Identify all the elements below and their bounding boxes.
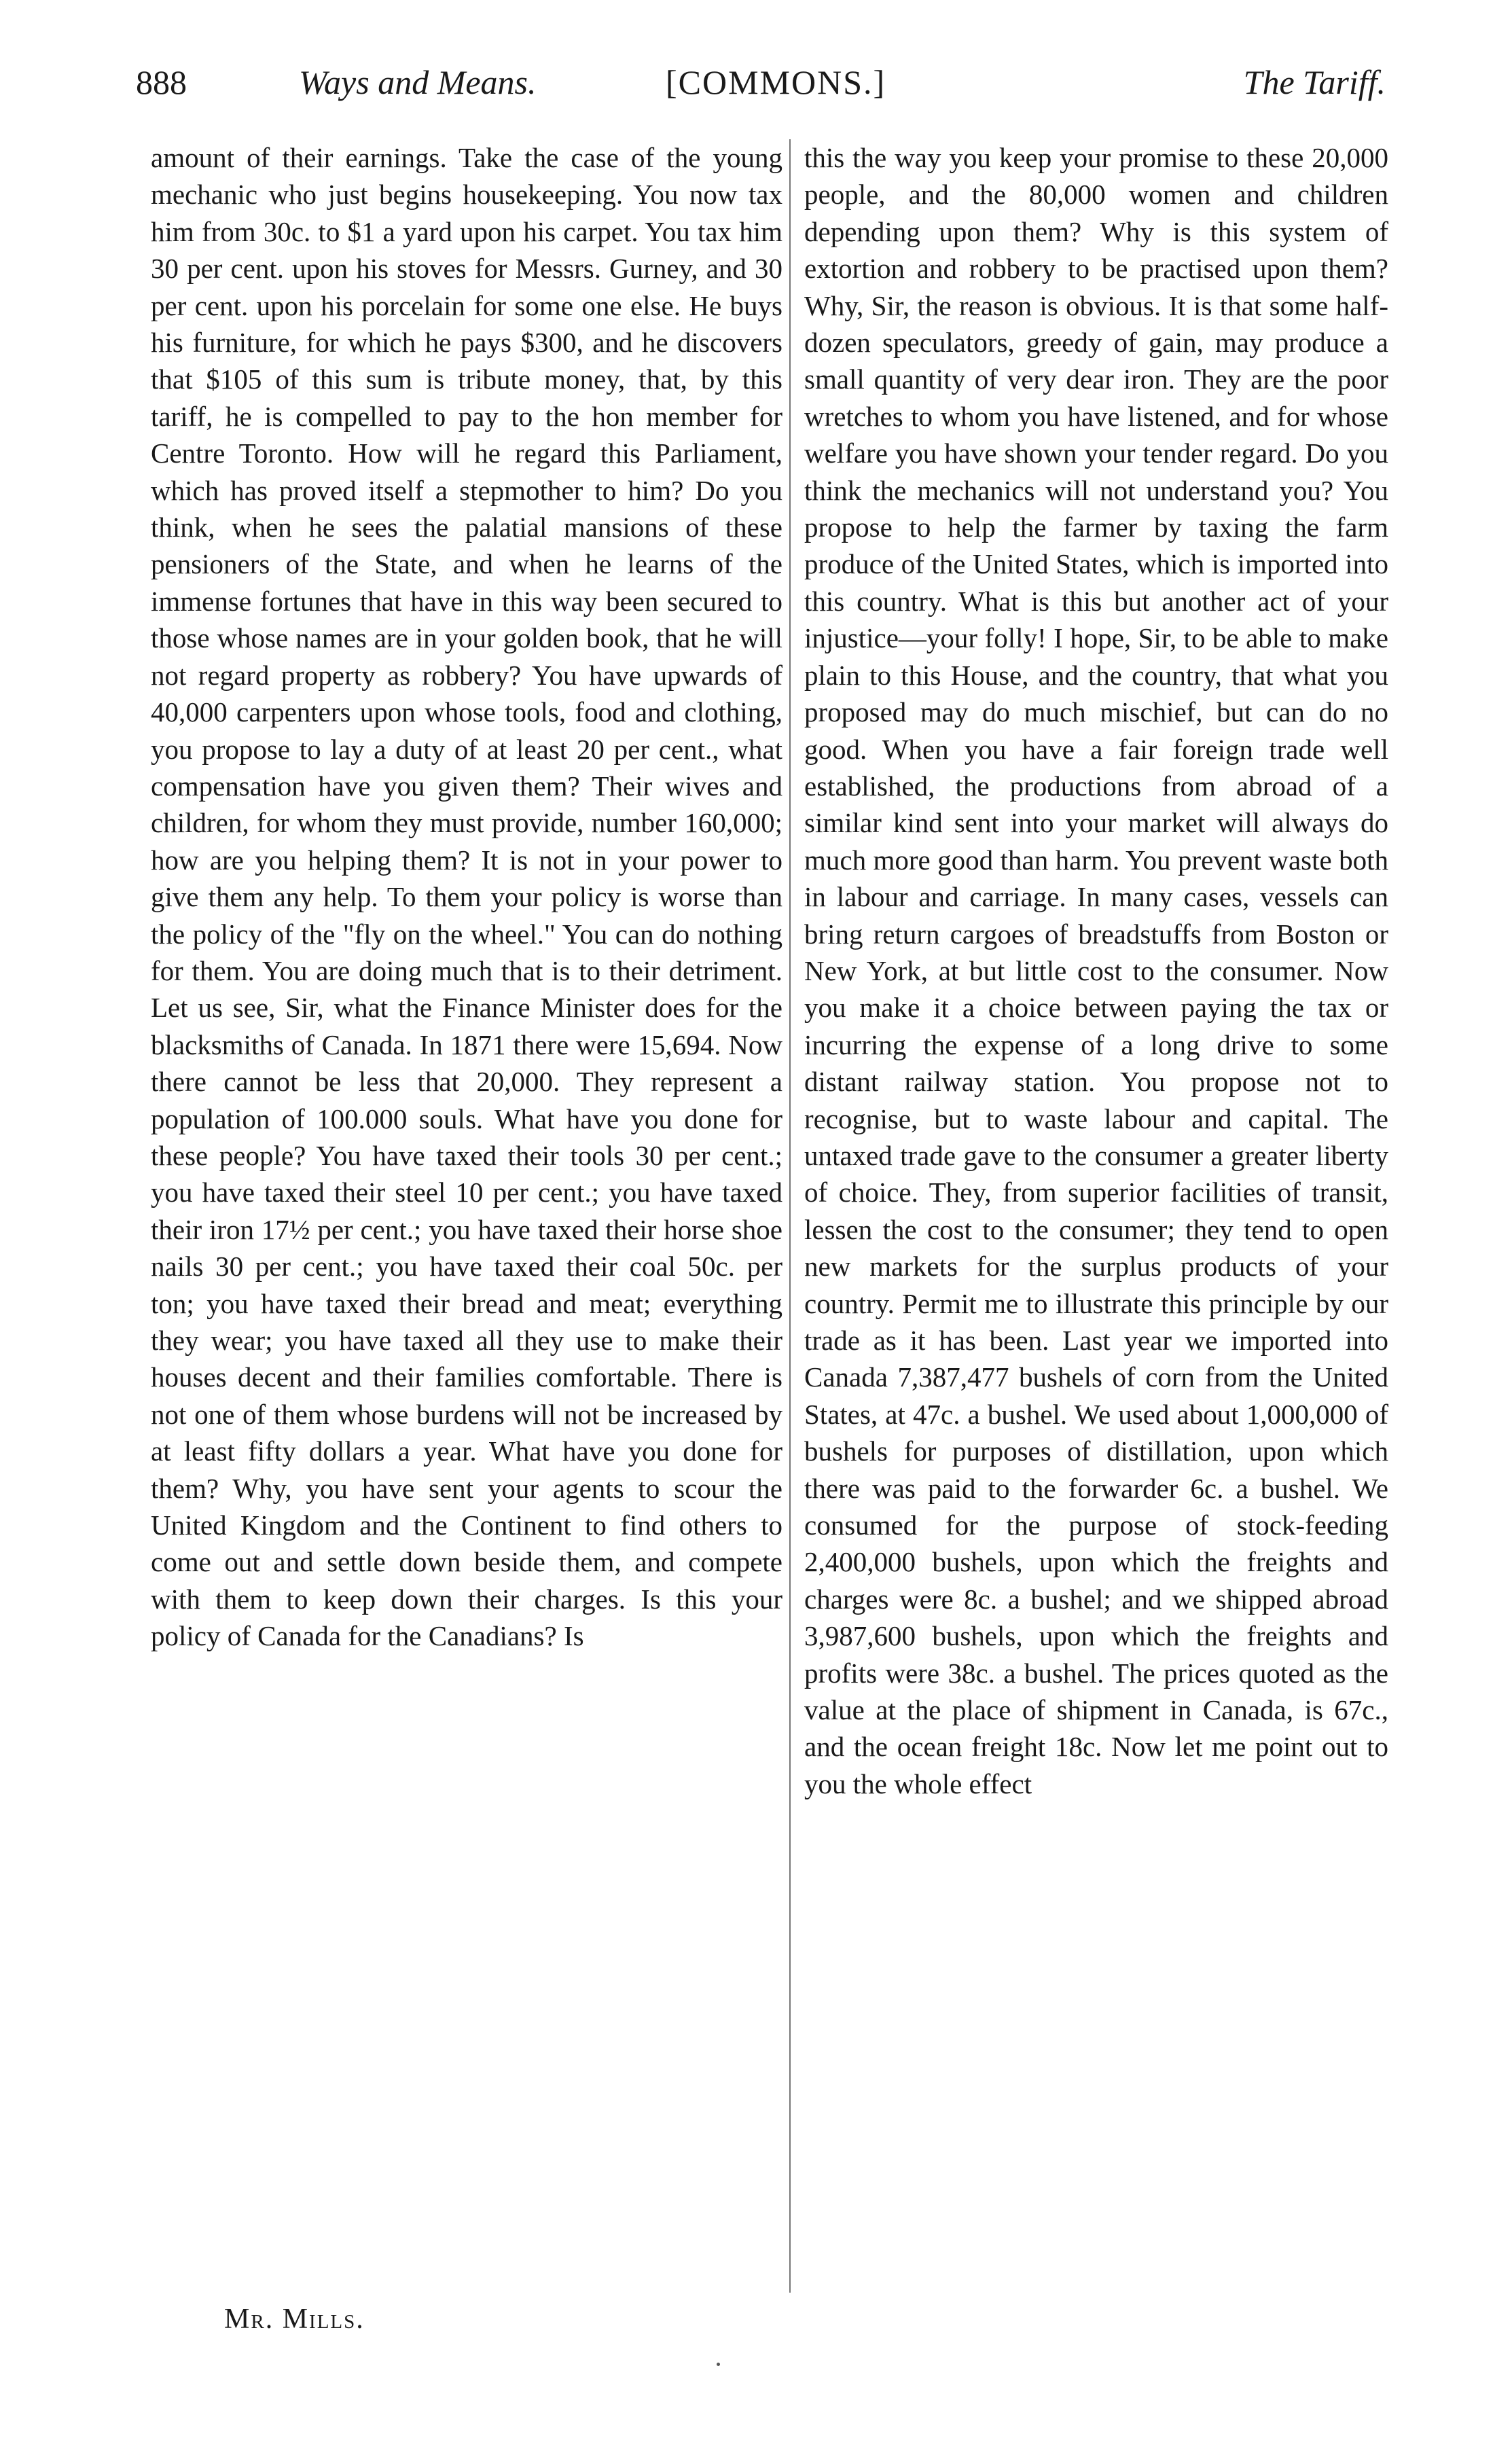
right-column — [804, 139, 1388, 1802]
footer-mark — [717, 2363, 720, 2366]
right-column-text: this the way you keep your promise to these 20,000 people, and the 80,000 women and children depending upon them? Why is this system of extortion and robbery to be practised upon them? Why, Sir, the reason is obvious. It is that some half-dozen speculators, greedy of gain, may produce a small quantity of very dear iron. They are the poor wretches to whom you have listened, and for whose welfare you have shown your tender regard. Do you think the mechanics will not understand you? You propose to help the farmer by taxing the farm produce of the United States, which is imported into this country. What is this but another act of your injustice—your folly! I hope, Sir, to be able to make plain to this House, and the country, that what you proposed may do much mischief, but can do no good. When you have a fair foreign trade well established, the productions from abroad of a similar kind sent into your market will always do much more good than harm. You prevent waste both in labour and carriage. In many cases, vessels can bring return cargoes of breadstuffs from Boston or New York, at but little cost to the consumer. Now you make it a choice between paying the tax or incurring the expense of a long drive to some distant railway station. You propose not to recognise, but to waste labour and capital. The untaxed trade gave to the consumer a greater liberty of choice. They, from superior facilities of transit, lessen the cost to the consumer; they tend to open new markets for the surplus products of your country. Permit me to illustrate this principle by our trade as it has been. Last year we imported into Canada 7,387,477 bushels of corn from the United States, at 47c. a bushel. We used about 1,000,000 of bushels for purposes of distillation, upon which there was paid to the forwarder 6c. a bushel. We consumed for the purpose of stock-feeding 2,400,000 bushels, upon which the freights and charges were 8c. a bushel; and we shipped abroad 3,987,600 bushels, upon which the freights and profits were 38c. a bushel. The prices quoted as the value at the place of shipment in Canada, is 67c., and the ocean freight 18c. Now let me point out to you the whole effect — [804, 142, 1388, 1799]
page-number: 888 — [136, 63, 187, 101]
column-divider — [789, 139, 791, 2293]
speaker-name: Mr. Mills. — [224, 2304, 365, 2335]
running-title-right: The Tariff. — [1243, 63, 1386, 101]
running-title-center: [COMMONS.] — [666, 63, 886, 101]
left-column — [151, 139, 782, 1655]
page-header — [136, 62, 1386, 117]
left-column-text: amount of their earnings. Take the case of the young mechanic who just begins housekeeping. You now tax him from 30c. to $1 a yard upon his carpet. You tax him 30 per cent. upon his stoves for Messrs. Gurney, and 30 per cent. upon his porcelain for some one else. He buys his furniture, for which he pays $300, and he discovers that $105 of this sum is tribute money, that, by this tariff, he is compelled to pay to the hon member for Centre Toronto. How will he regard this Parliament, which has proved itself a stepmother to him? Do you think, when he sees the palatial mansions of these pensioners of the State, and when he learns of the immense fortunes that have in this way been secured to those whose names are in your golden book, that he will not regard property as robbery? You have upwards of 40,000 carpenters upon whose tools, food and clothing, you propose to lay a duty of at least 20 per cent., what compensation have you given them? Their wives and children, for whom they must provide, number 160,000; how are you helping them? It is not in your power to give them any help. To them your policy is worse than the policy of the "fly on the wheel." You can do nothing for them. You are doing much that is to their detriment. Let us see, Sir, what the Finance Minister does for the blacksmiths of Canada. In 1871 there were 15,694. Now there cannot be less that 20,000. They represent a population of 100.000 souls. What have you done for these people? You have taxed their tools 30 per cent.; you have taxed their steel 10 per cent.; you have taxed their iron 17½ per cent.; you have taxed their horse shoe nails 30 per cent.; you have taxed their coal 50c. per ton; you have taxed their bread and meat; everything they wear; you have taxed all they use to make their houses decent and their families comfortable. There is not one of them whose burdens will not be increased by at least fifty dollars a year. What have you done for them? Why, you have sent your agents to scour the United Kingdom and the Continent to find others to come out and settle down beside them, and compete with them to keep down their charges. Is this your policy of Canada for the Canadians? Is — [151, 142, 782, 1652]
running-title-left: Ways and Means. — [299, 63, 537, 101]
